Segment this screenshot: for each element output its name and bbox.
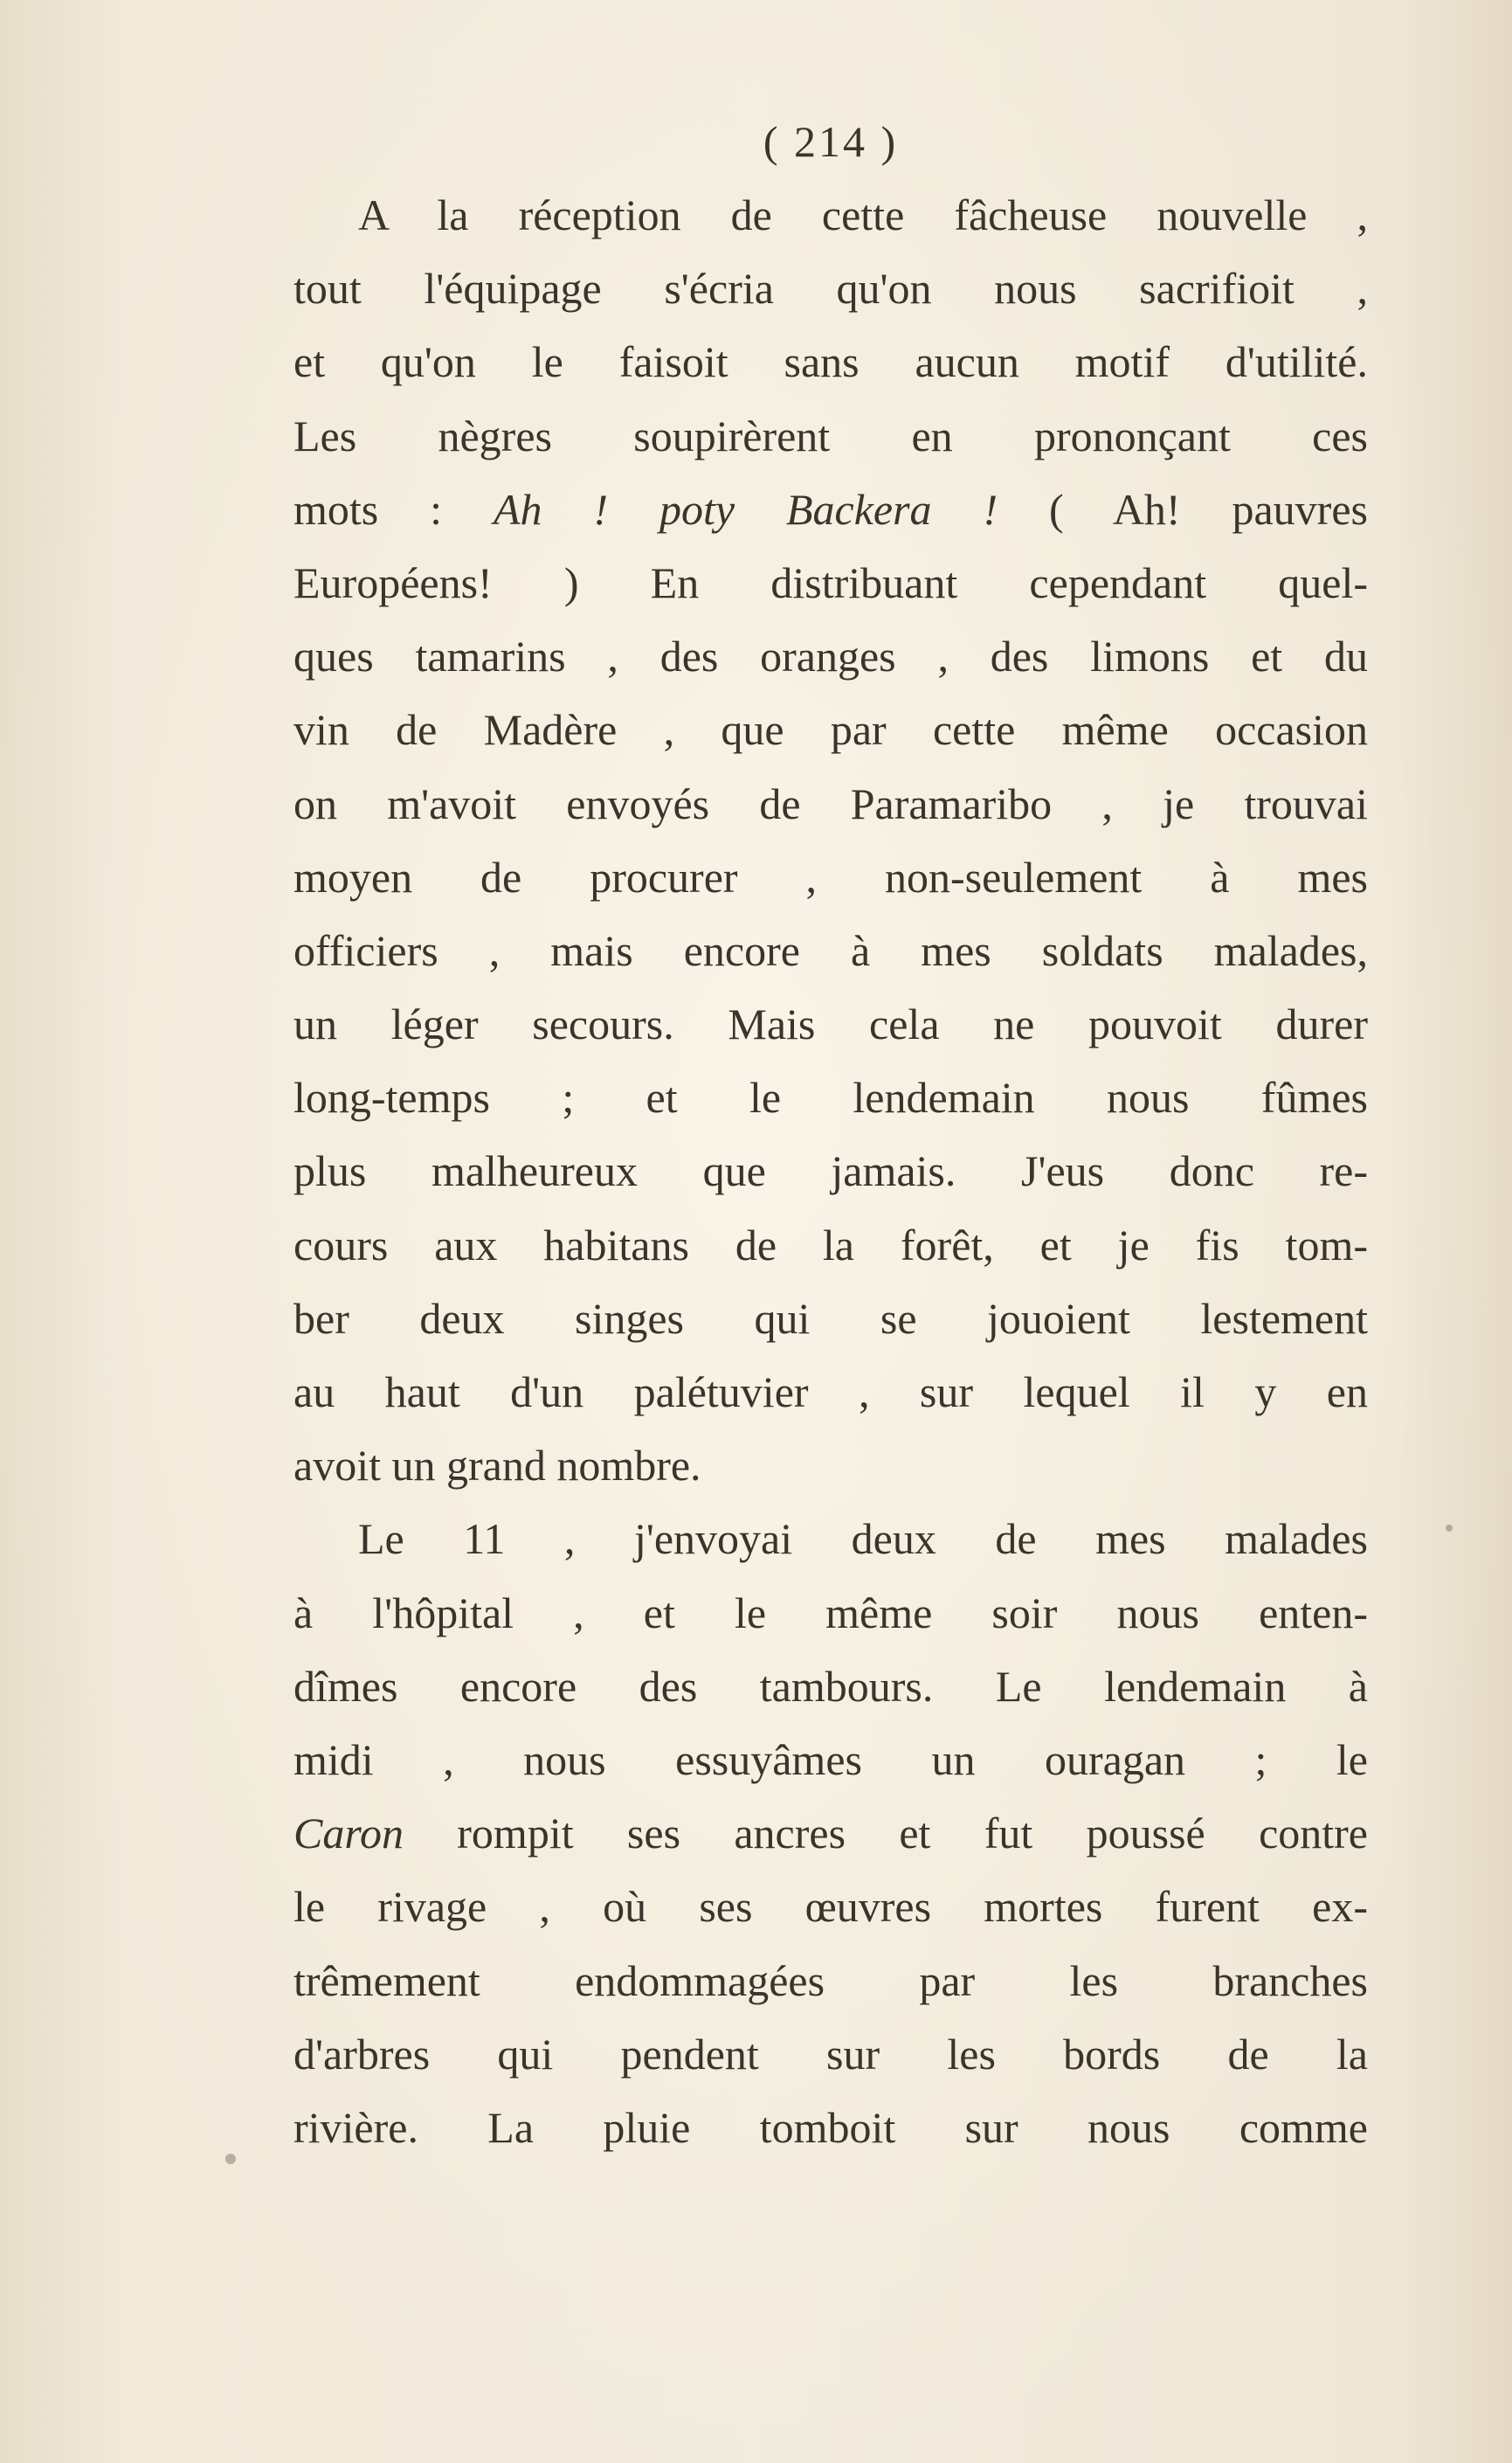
text-line: Européens! ) En distribuant cependant quel- — [293, 557, 1368, 607]
text-line: ber deux singes qui se jouoient lestement — [293, 1293, 1368, 1343]
text-segment: ( Ah! pauvres — [998, 484, 1368, 534]
text-line: vin de Madère , que par cette même occasion — [293, 705, 1368, 755]
ship-name: Caron — [293, 1809, 404, 1858]
paragraph-2 — [293, 1502, 1368, 2164]
ink-spot — [225, 2154, 236, 2164]
page-text — [293, 105, 1368, 2164]
text-line: long-temps ; et le lendemain nous fûmes — [293, 1073, 1368, 1123]
ink-spot — [1446, 1525, 1453, 1532]
text-line: A la réception de cette fâcheuse nouvelle , — [358, 190, 1368, 239]
page-number: ( 214 ) — [763, 117, 899, 166]
paragraph-1 — [293, 178, 1368, 1502]
text-segment: rompit ses ancres et fut poussé contre — [403, 1809, 1368, 1858]
text-line: on m'avoit envoyés de Paramaribo , je trouvai — [293, 778, 1368, 828]
text-line: midi , nous essuyâmes un ouragan ; le — [293, 1734, 1368, 1784]
text-line: ques tamarins , des oranges , des limons et du — [293, 632, 1368, 681]
text-line: au haut d'un palétuvier , sur lequel il y en — [293, 1367, 1368, 1416]
text-line: le rivage , où ses œuvres mortes furent ex- — [293, 1882, 1368, 1932]
text-line: un léger secours. Mais cela ne pouvoit durer — [293, 1000, 1368, 1049]
text-line: dîmes encore des tambours. Le lendemain à — [293, 1661, 1368, 1711]
text-line: tout l'équipage s'écria qu'on nous sacrifioit , — [293, 264, 1368, 314]
text-line: rivière. La pluie tomboit sur nous comme — [293, 2102, 1368, 2152]
italic-exclamation: Ah ! poty Backera ! — [493, 484, 998, 534]
text-line: plus malheureux que jamais. J'eus donc re- — [293, 1146, 1368, 1196]
text-line — [293, 473, 1368, 546]
text-line — [293, 1796, 1368, 1870]
text-line: et qu'on le faisoit sans aucun motif d'utilité. — [293, 337, 1368, 387]
text-segment: mots : — [293, 484, 494, 534]
text-line: moyen de procurer , non-seulement à mes — [293, 852, 1368, 902]
text-line: d'arbres qui pendent sur les bords de la — [293, 2029, 1368, 2079]
text-line: avoit un grand nombre. — [293, 1441, 701, 1491]
text-line: officiers , mais encore à mes soldats malades, — [293, 925, 1368, 975]
text-line: Le 11 , j'envoyai deux de mes malades — [358, 1514, 1368, 1564]
text-line: trêmement endommagées par les branches — [293, 1955, 1368, 2005]
text-line: Les nègres soupirèrent en prononçant ces — [293, 411, 1368, 460]
text-line: cours aux habitans de la forêt, et je fis tom- — [293, 1220, 1368, 1270]
text-line: à l'hôpital , et le même soir nous enten- — [293, 1588, 1368, 1637]
